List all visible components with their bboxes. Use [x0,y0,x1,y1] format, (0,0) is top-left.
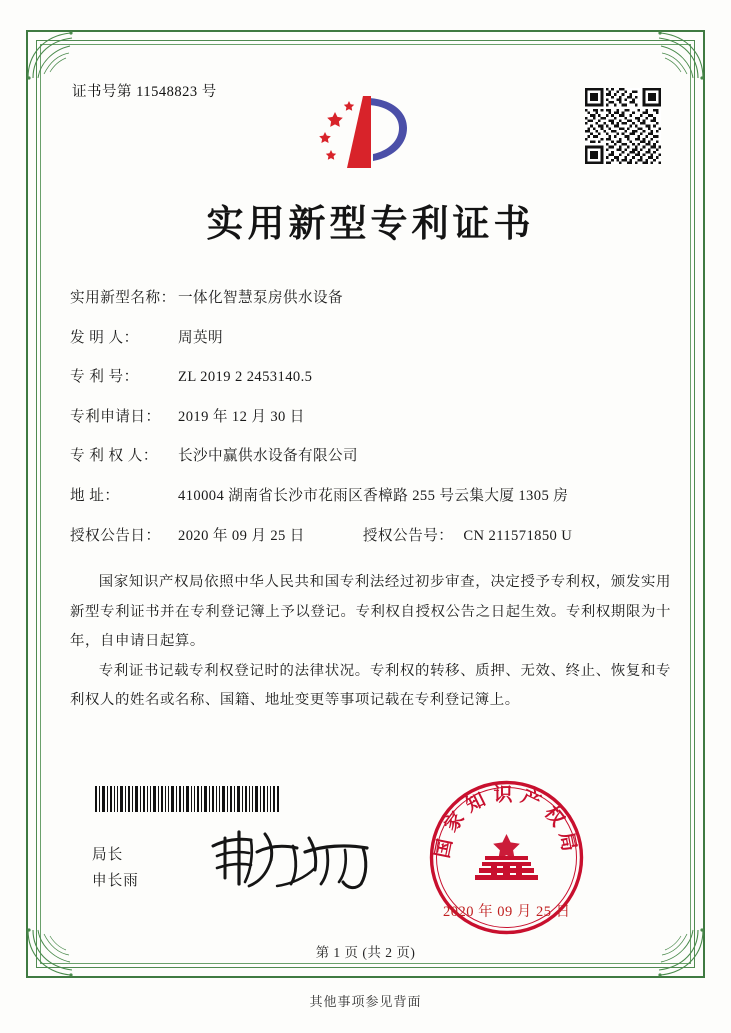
corner-ornament-top-left [24,28,98,82]
seal-date: 2020 年 09 月 25 日 [443,904,571,920]
field-row-inventor [70,331,671,346]
legal-paragraph-1: 国家知识产权局依照中华人民共和国专利法经过初步审查，决定授予专利权，颁发实用新型专利证书并在专利登记簿上予以登记。专利权自授权公告之日起生效。专利权期限为十年，自申请日起算。 [70,574,671,650]
legal-text [70,568,671,716]
director-signature-block [92,843,139,894]
certificate-number: 证书号第 11548823 号 [72,84,217,100]
field-label: 发 明 人： [70,329,139,346]
field-label: 实用新型名称： [70,290,176,306]
page-indicator: 第 1 页 (共 2 页) [315,945,416,960]
field-row-patentee [70,449,671,464]
grant-number-value: CN 211571850 U [463,527,573,544]
field-row-address [70,489,671,504]
field-value: ZL 2019 2 2453140.5 [178,369,313,386]
grant-date-label: 授权公告日： [70,527,161,544]
handwritten-signature [205,822,390,892]
svg-text:国家知识产权局: 国家知识产权局 [431,783,582,860]
grant-date-value: 2020 年 09 月 25 日 [178,527,305,544]
field-label: 专 利 权 人： [70,448,158,465]
field-value: 长沙中赢供水设备有限公司 [178,448,358,465]
director-name-label: 申长雨 [92,872,139,889]
grant-number-group [363,529,572,544]
page-title: 实用新型专利证书 [206,201,535,245]
certificate-content [70,80,671,716]
field-value: 周英明 [178,329,223,346]
field-row-patent-number [70,370,671,385]
barcode [95,786,280,812]
grant-number-label: 授权公告号： [362,527,454,544]
field-value: 410004 湖南省长沙市花雨区香樟路 255 号云集大厦 1305 房 [178,487,569,504]
field-label: 专利申请日： [70,408,161,425]
corner-ornament-top-right [633,28,707,82]
field-value: 一体化智慧泵房供水设备 [178,290,343,306]
field-row-grant-announcement [70,529,671,544]
director-title-label: 局长 [92,847,124,863]
footer-note: 其他事项参见背面 [309,994,422,1009]
field-row-utility-model-name [70,291,671,306]
field-row-application-date [70,410,671,425]
field-value: 2019 年 12 月 30 日 [178,408,305,425]
field-label: 地 址： [70,487,120,504]
field-list [70,291,671,543]
field-label: 专 利 号： [70,369,139,386]
legal-paragraph-2: 专利证书记载专利权登记时的法律状况。专利权的转移、质押、无效、终止、恢复和专利权人的姓名或名称、国籍、地址变更等事项记载在专利登记簿上。 [70,662,671,709]
